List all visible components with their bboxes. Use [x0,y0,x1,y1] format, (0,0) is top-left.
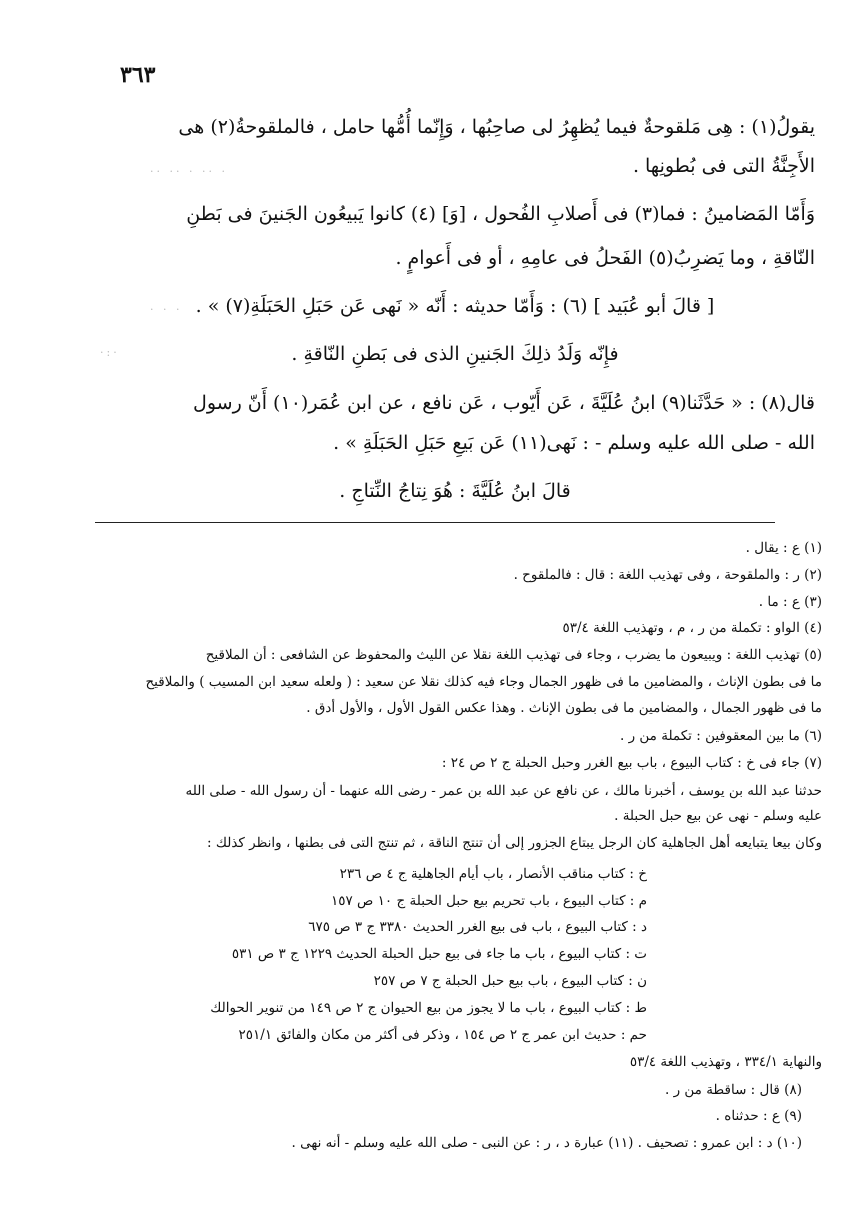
scan-speck: ·:· [100,346,120,359]
main-line: [ قالَ أبو عُبَيد ] (٦) : وَأَمّا حديثه : أَنّه « نَهى عَن حَبَلِ الحَبَلَةِ(٧) » . [195,295,715,317]
main-line: فإِنّه وَلَدُ ذلِكَ الجَنينِ الذى فى بَطنِ النّاقةِ . [291,343,619,365]
footnote: ط : كتاب البيوع ، باب ما لا يجوز من بيع الحيوان ج ٢ ص ١٤٩ من تنوير الحوالك [210,1000,647,1016]
footnote: (٥) تهذيب اللغة : ويبيعون ما يضرب ، وجاء فى تهذيب اللغة نقلا عن الليث والمحفوظ عن الشافعى : أن الملاقيح [205,647,822,663]
footnote: ت : كتاب البيوع ، باب ما جاء فى بيع حبل الحبلة الحديث ١٢٢٩ ج ٣ ص ٥٣١ [231,946,647,962]
main-line: قال(٨) : « حَدَّثَنا(٩) ابنُ عُلَيَّةَ ، عَن أَيّوب ، عَن نافع ، عن ابن عُمَر(١٠) أَنّ رسول [193,392,815,414]
footnote: (٤) الواو : تكملة من ر ، م ، وتهذيب اللغة ٥٣/٤ [562,620,822,636]
main-line: قالَ ابنُ عُلَيَّةَ : هُوَ نِتاجُ النِّتاجِ . [339,480,571,502]
footnote: (١) ع : يقال . [745,540,822,556]
footnote: ما فى ظهور الجمال ، والمضامين ما فى بطون الإناث . وهذا عكس القول الأول ، والأول أدق . [306,700,822,716]
main-line: الله - صلى الله عليه وسلم - : نَهى(١١) عَن بَيعِ حَبَلِ الحَبَلَةِ » . [333,432,815,454]
main-line: يقولُ(١) : هِى مَلقوحةٌ فيما يُظهِرُ لى صاحِبُها ، وَإِنّما أُمُّها حامل ، فالملقوحةُ(٢) هى [178,116,815,138]
footnote: (٦) ما بين المعقوفين : تكملة من ر . [620,728,822,744]
footnote: ن : كتاب البيوع ، باب بيع حبل الحبلة ج ٧ ص ٢٥٧ [373,973,647,989]
main-line: النّاقةِ ، وما يَضرِبُ(٥) الفَحلُ فى عامِهِ ، أو فى أَعوامٍ . [395,247,815,269]
footnote: د : كتاب البيوع ، باب فى بيع الغرر الحديث ٣٣٨٠ ج ٣ ص ٦٧٥ [308,919,647,935]
scan-speck: · · · [150,303,183,316]
footnote: خ : كتاب مناقب الأنصار ، باب أيام الجاهلية ج ٤ ص ٢٣٦ [339,866,647,882]
page-number: ٣٦٣ [120,62,156,88]
footnote: ما فى بطون الإناث ، والمضامين ما فى ظهور الجمال وجاء فيه كذلك نقلا عن سعيد : ( ولعله سعيد ابن المسيب ) والملاقيح [145,674,822,690]
footnote: م : كتاب البيوع ، باب تحريم بيع حبل الحبلة ج ١٠ ص ١٥٧ [331,893,647,909]
footnote: والنهاية ٣٣٤/١ ، وتهذيب اللغة ٥٣/٤ [629,1054,822,1070]
footnote: (٧) جاء فى خ : كتاب البيوع ، باب بيع الغرر وحبل الحبلة ج ٢ ص ٢٤ : [441,755,822,771]
footnote-divider [95,522,775,523]
footnote: (٢) ر : والملقوحة ، وفى تهذيب اللغة : قال : فالملقوح . [513,567,822,583]
footnote: (٩) ع : حدثناه . [715,1108,802,1124]
footnote: (٨) قال : ساقطة من ر . [665,1082,802,1098]
footnote: حدثنا عبد الله بن يوسف ، أخبرنا مالك ، عن نافع عن عبد الله بن عمر - رضى الله عنهما - أن رسول الله - صلى الله [185,783,822,799]
main-line: وَأَمّا المَضامينُ : فما(٣) فى أَصلابِ الفُحول ، [وَ] (٤) كانوا يَبيعُون الجَنينَ فى بَطنِ [186,203,815,225]
footnote: حم : حديث ابن عمر ج ٢ ص ١٥٤ ، وذكر فى أكثر من مكان والفائق ٢٥١/١ [238,1027,647,1043]
main-line: الأَجِنَّةُ التى فى بُطونِها . [632,155,815,177]
scan-speck: ·· ·· · ·· · [150,165,228,178]
footnote: عليه وسلم - نهى عن بيع حبل الحبلة . [614,808,822,824]
footnote: (١٠) د : ابن عمرو : تصحيف . (١١) عبارة د ، ر : عن النبى - صلى الله عليه وسلم - أنه نهى . [291,1135,802,1151]
footnote: وكان بيعا يتبايعه أهل الجاهلية كان الرجل يبتاع الجزور إلى أن تنتج الناقة ، ثم تنتج التى فى بطنها ، وانظر كذلك : [207,835,822,851]
footnote: (٣) ع : ما . [758,594,822,610]
